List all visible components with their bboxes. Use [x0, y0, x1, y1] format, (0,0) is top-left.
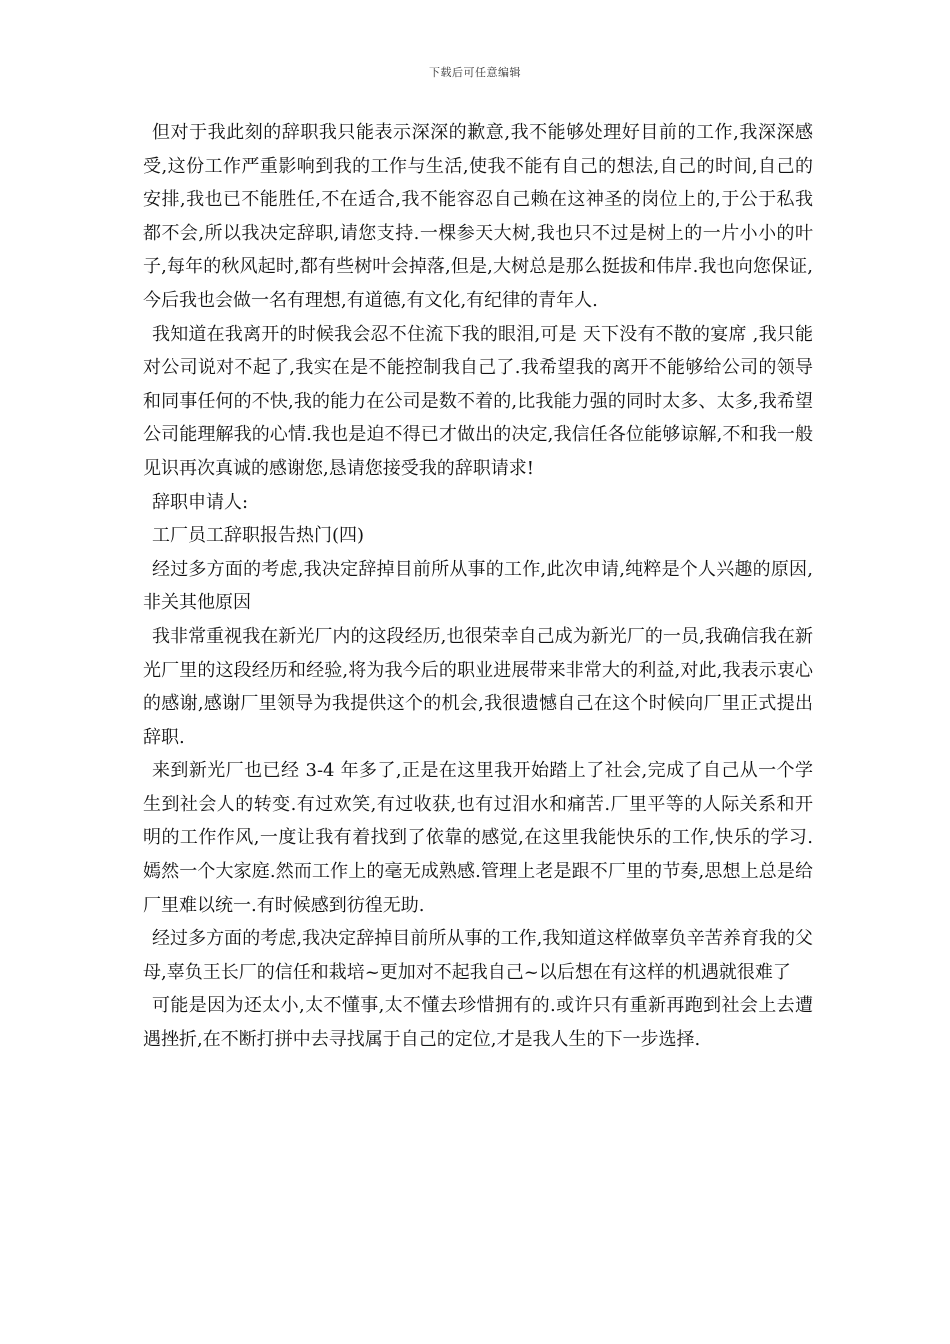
paragraph-applicant: 辞职申请人:: [152, 491, 249, 513]
page-header-note: 下载后可任意编辑: [429, 66, 521, 79]
paragraph-years: 来到新光厂也已经 3-4 年多了,正是在这里我开始踏上了社会,完成了自己从一个学生到社会人的转变.有过欢笑,有过收获,也有过泪水和痛苦.厂里平等的人际关系和开明的工作作风,一度让我有着找到了依靠的感觉,在这里我能快乐的工作,快乐的学习.嫣然一个大家庭.然而工作上的毫无成熟感.管理上老是跟不厂里的节奏,思想上总是给厂里难以统一.有时候感到彷徨无助.: [143, 760, 813, 916]
paragraph-consideration: 经过多方面的考虑,我决定辞掉目前所从事的工作,此次申请,纯粹是个人兴趣的原因,非关其他原因: [143, 558, 813, 614]
paragraph-decision: 经过多方面的考虑,我决定辞掉目前所从事的工作,我知道这样做辜负辛苦养育我的父母,辜负王长厂的信任和栽培~更加对不起我自己~以后想在有这样的机遇就很难了: [143, 928, 813, 983]
section-heading: 工厂员工辞职报告热门(四): [152, 525, 365, 547]
paragraph-leaving: 我知道在我离开的时候我会忍不住流下我的眼泪,可是 天下没有不散的宴席 ,我只能对公司说对不起了,我实在是不能控制我自己了.我希望我的离开不能够给公司的领导和同事任何的不快,我的能力在公司是数不着的,比我能力强的同时太多、太多,我希望公司能理解我的心情.我也是迫不得已才做出的决定,我信任各位能够谅解,不和我一般见识再次真诚的感谢您,恳请您接受我的辞职请求!: [143, 323, 813, 479]
paragraph-next-step: 可能是因为还太小,太不懂事,太不懂去珍惜拥有的.或许只有重新再跑到社会上去遭遇挫折,在不断打拼中去寻找属于自己的定位,才是我人生的下一步选择.: [143, 995, 813, 1051]
document-body: [143, 116, 813, 1057]
paragraph-experience: 我非常重视我在新光厂内的这段经历,也很荣幸自己成为新光厂的一员,我确信我在新光厂里的这段经历和经验,将为我今后的职业进展带来非常大的利益,对此,我表示衷心的感谢,感谢厂里领导为我提供这个的机会,我很遗憾自己在这个时候向厂里正式提出辞职.: [143, 625, 813, 748]
paragraph-apology: 但对于我此刻的辞职我只能表示深深的歉意,我不能够处理好目前的工作,我深深感受,这份工作严重影响到我的工作与生活,使我不能有自己的想法,自己的时间,自己的安排,我也已不能胜任,不在适合,我不能容忍自己赖在这神圣的岗位上的,于公于私我都不会,所以我决定辞职,请您支持.一棵参天大树,我也只不过是树上的一片小小的叶子,每年的秋风起时,都有些树叶会掉落,但是,大树总是那么挺拔和伟岸.我也向您保证,今后我也会做一名有理想,有道德,有文化,有纪律的青年人.: [143, 122, 813, 311]
